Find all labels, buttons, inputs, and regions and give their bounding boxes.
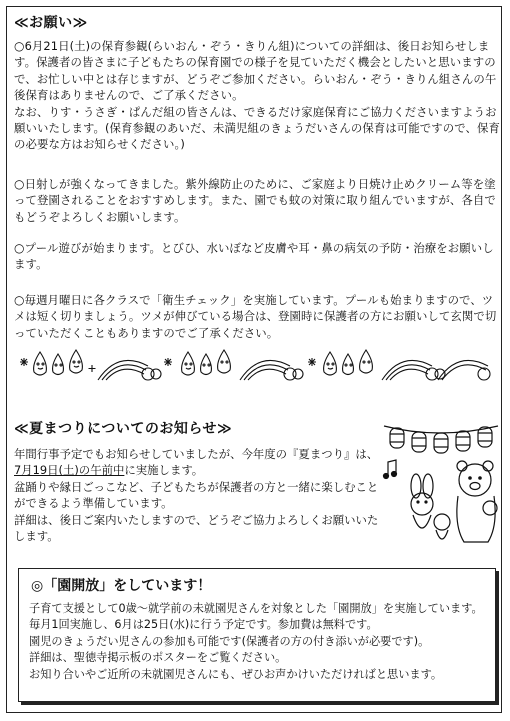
rainbow-icon (240, 360, 303, 380)
festival-illustration (380, 416, 502, 556)
raindrop-icon (182, 352, 195, 375)
lantern-icon (456, 431, 470, 451)
bullet-mark: ○ (14, 177, 25, 191)
lantern-icon (434, 433, 448, 453)
raindrop-icon (360, 350, 373, 373)
request-item-text: 毎週月曜日に各クラスで「衛生チェック」を実施しています。プールも始まりますので、ツメは短く切りましょう。ツメが伸びている場合は、登園時に保護者の方にお願いして玄関で切っていただくこともありますのでご了承ください。 (14, 293, 497, 340)
request-item-3 (14, 240, 500, 273)
summer-body: 盆踊りや縁日ごっこなど、子どもたちが保護者の方と一緒に楽しむことができるよう準備しています。 詳細は、後日ご案内いたしますので、どうぞご協力よろしくお願いいたします。 (14, 479, 379, 544)
bullet-mark: ○ (14, 39, 25, 53)
request-item-text: プール遊びが始まります。とびひ、水いぼなど皮膚や耳・鼻の病気の予防・治療をお願いします。 (14, 241, 494, 272)
requests-heading: ≪お願い≫ (14, 15, 88, 31)
open-house-text: 子育て支援として0歳～就学前の未就園児さんを対象とした「園開放」を実施しています。毎月1回実施し、6月は25日(水)に行う予定です。参加費は無料です。 園児のきょうだい児さんの参加も可能です(保護者の方の付き添いが必要です)。 詳細は、聖徳寺掲示板のポスターをご覧ください。 お知り合いやご近所の未就園児さんにも、ぜひお声かけいただければと思います。 (29, 602, 483, 681)
request-item-text: 日射しが強くなってきました。紫外線防止のために、ご家庭より日焼け止めクリーム等を塗って登園されることをおすすめします。また、園でも蚊の対策に取り組んでいますが、各自でもどうぞよろしくお願いします。 (14, 177, 496, 224)
sparkle-icon (20, 358, 28, 366)
bullet-mark: ○ (14, 241, 25, 255)
open-house-box (18, 568, 496, 702)
sparkle-icon (308, 358, 316, 366)
raindrop-icon (343, 354, 354, 375)
raindrop-icon (201, 354, 212, 375)
rainbow-icon (98, 360, 161, 380)
sparkle-icon (89, 365, 96, 372)
bullet-mark: ○ (14, 293, 25, 307)
raindrop-icon (218, 350, 231, 373)
rainbow-icon (382, 360, 445, 380)
festival-date: 7月19日(土)の午前中 (14, 463, 125, 478)
sparkle-icon (164, 358, 172, 366)
request-item-4 (14, 292, 500, 341)
summer-festival-text (14, 446, 384, 544)
child-icon (434, 514, 450, 539)
lantern-icon (412, 432, 426, 452)
request-item-1 (14, 38, 500, 153)
open-house-title: ◎「園開放」をしています！ (31, 578, 212, 594)
summer-line2: に実施します。 (124, 463, 204, 478)
rainbow-icon (438, 360, 490, 380)
lantern-icon (390, 428, 404, 448)
request-item-2 (14, 176, 500, 225)
raindrop-rainbow-border (18, 344, 494, 384)
bear-icon (457, 461, 497, 542)
raindrop-icon (324, 352, 337, 375)
raindrop-icon (34, 352, 47, 375)
summer-heading: ≪夏まつりについてのお知らせ≫ (14, 421, 233, 437)
summer-line1: 年間行事予定でもお知らせしていましたが、今年度の『夏まつり』は、 (14, 447, 379, 461)
music-note-icon (384, 460, 397, 479)
request-item-text: 6月21日(土)の保育参観(らいおん・ぞう・きりん組)についての詳細は、後日お知らせします。保護者の皆さまに子どもたちの保育園での様子を見ていただく機会としたいと思いますので、お忙しい中とは存じますが、どうぞご参加ください。らいおん・ぞう・きりん組さんの午後保育はありませんので、ご了承ください。 なお、りす・うさぎ・ぱんだ組の皆さんは、できるだけ家庭保育にご協力くださいますようお願いいたします。(保育参観のあいだ、未満児組のきょうだいさんの保育は可能ですので、保育の必要な方はお知らせください。) (14, 39, 501, 152)
raindrop-icon (70, 350, 83, 373)
raindrop-icon (53, 354, 64, 375)
rabbit-icon (411, 474, 433, 528)
